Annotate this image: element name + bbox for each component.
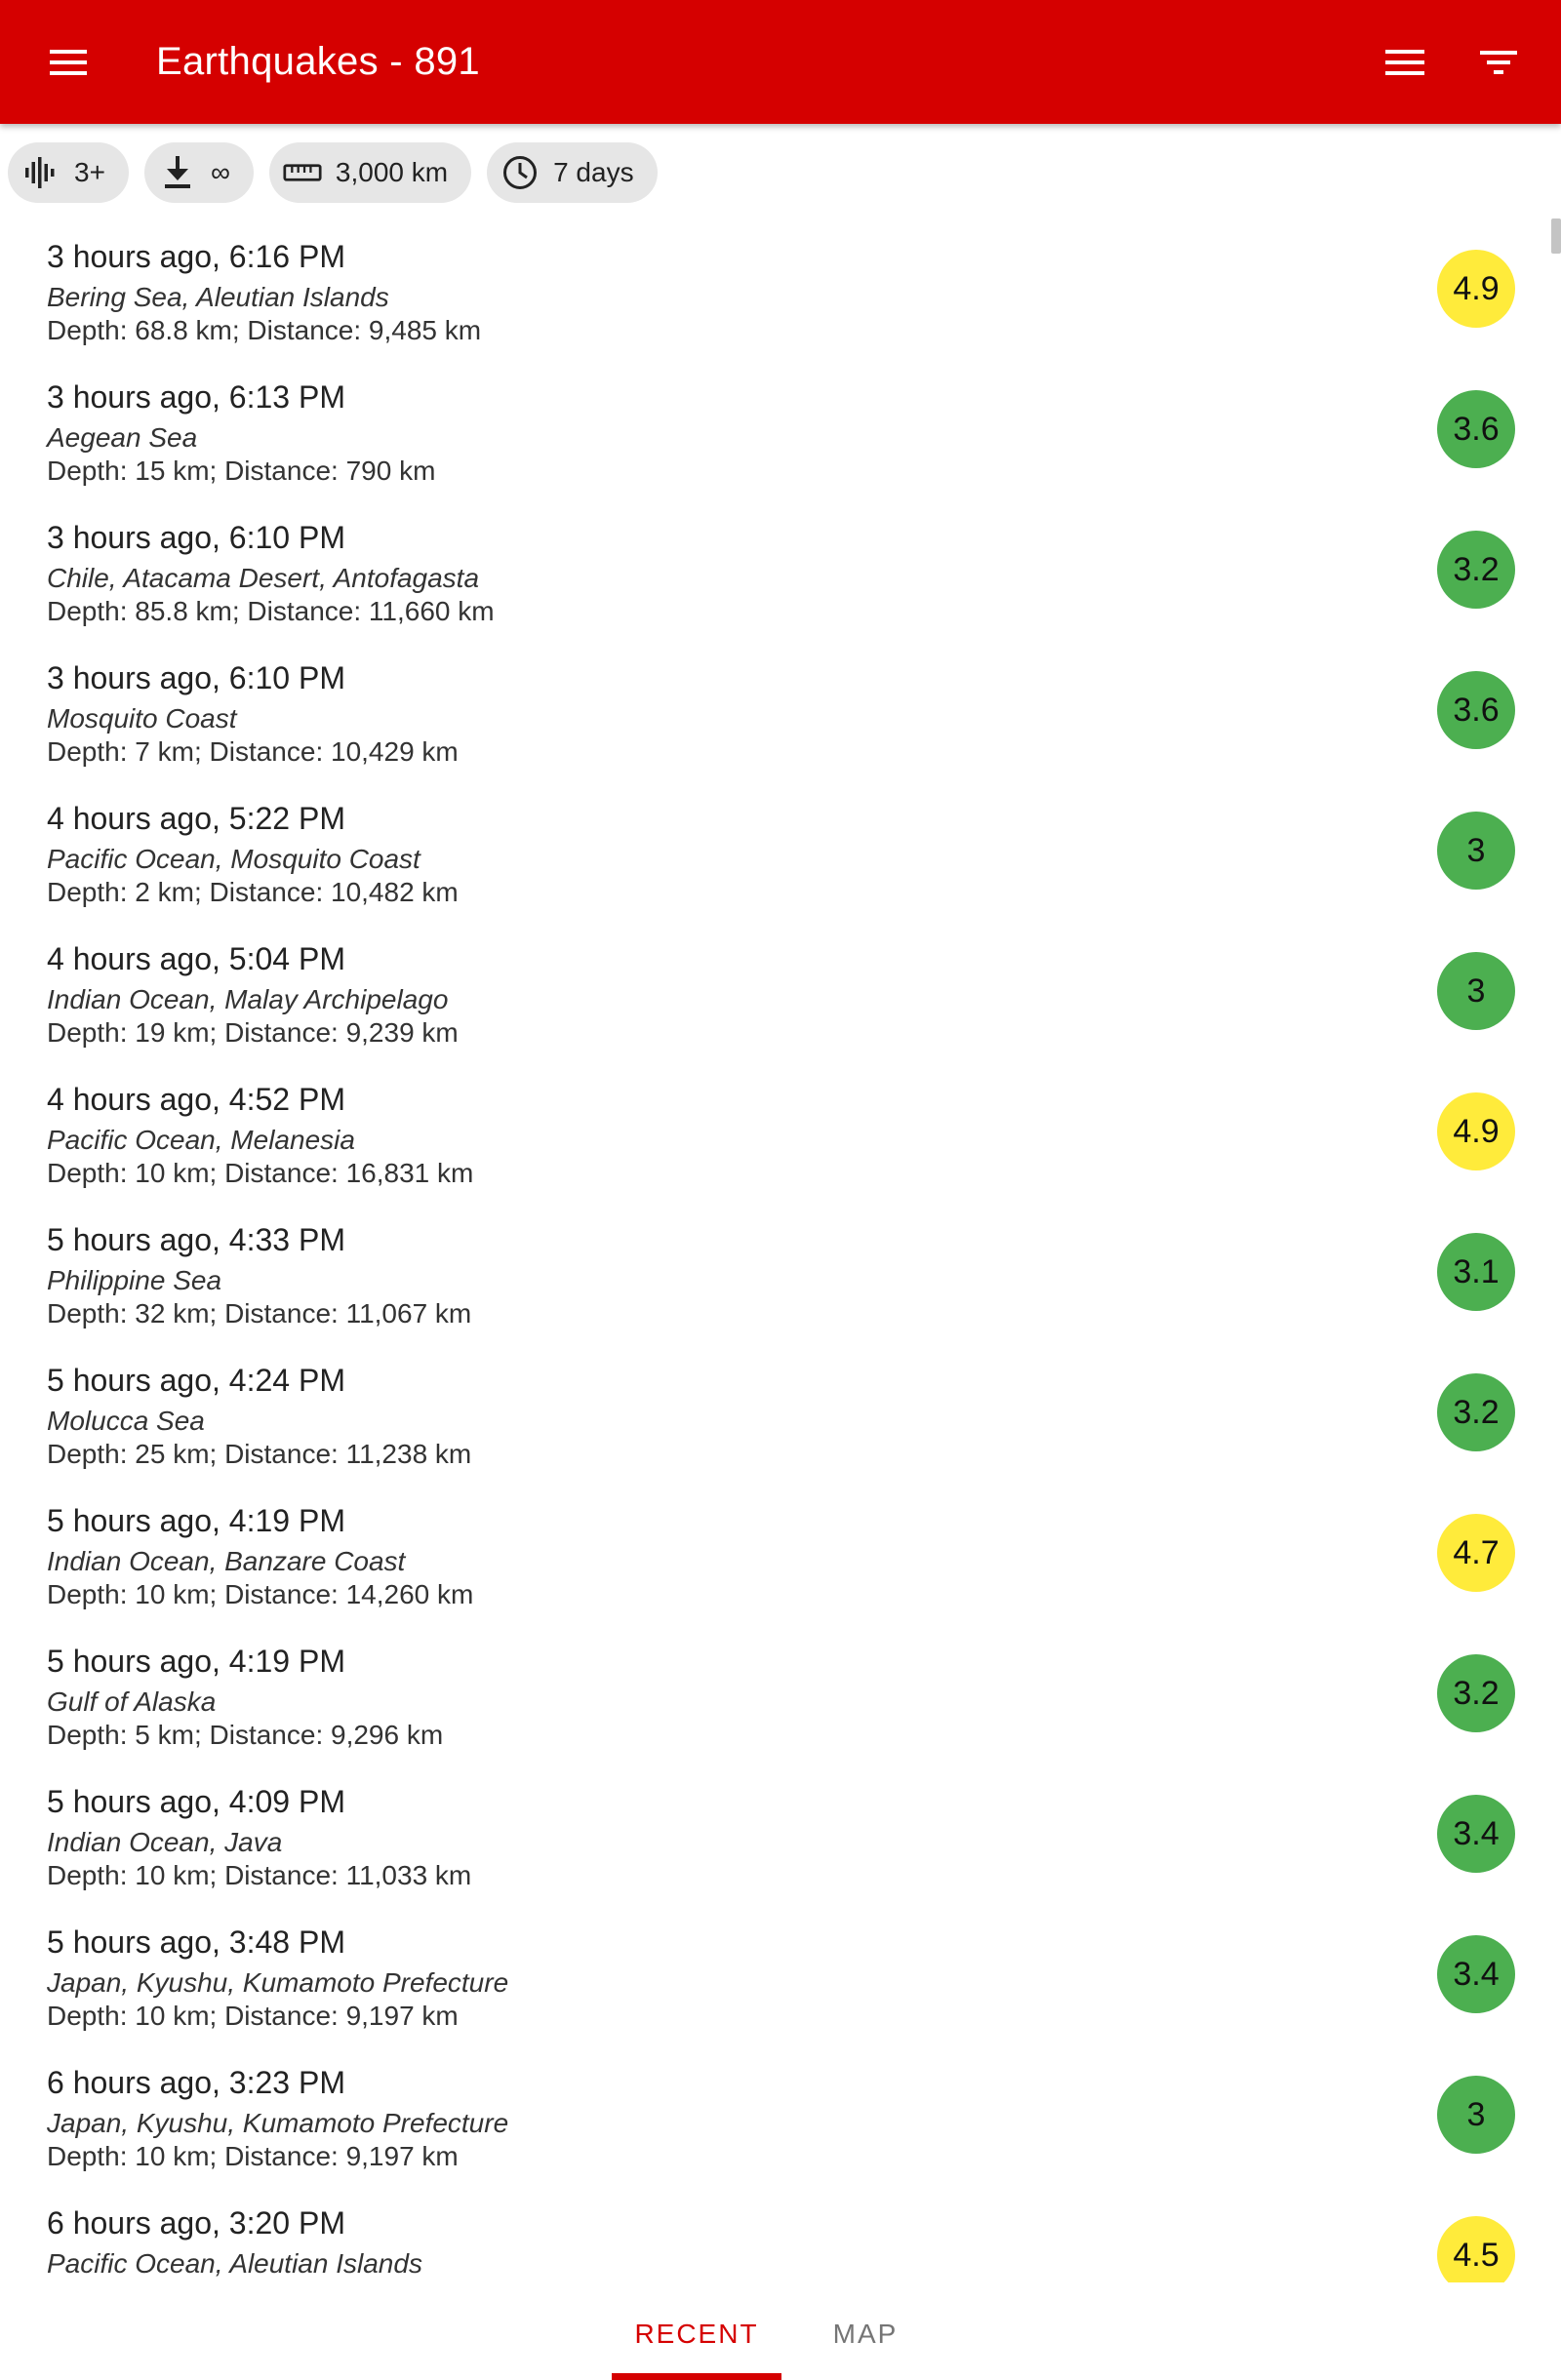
distance-chip[interactable] xyxy=(269,142,471,203)
earthquake-time: 3 hours ago, 6:13 PM xyxy=(47,379,345,415)
earthquake-place: Japan, Kyushu, Kumamoto Prefecture xyxy=(47,2108,509,2138)
earthquake-time: 3 hours ago, 6:10 PM xyxy=(47,660,345,695)
earthquake-row[interactable] xyxy=(0,1203,1561,1343)
earthquake-time: 5 hours ago, 4:33 PM xyxy=(47,1222,345,1257)
earthquake-place: Aegean Sea xyxy=(47,422,198,453)
earthquake-place: Philippine Sea xyxy=(47,1265,222,1295)
earthquake-time: 5 hours ago, 3:48 PM xyxy=(47,1924,345,1960)
earthquake-time: 5 hours ago, 4:19 PM xyxy=(47,1644,345,1679)
magnitude-chip-label: 3+ xyxy=(74,157,105,187)
earthquake-time: 4 hours ago, 5:04 PM xyxy=(47,941,345,976)
magnitude-badge: 3 xyxy=(1437,2076,1515,2154)
earthquake-details: Depth: 10 km; Distance: 9,197 km xyxy=(47,2001,459,2031)
earthquake-place: Molucca Sea xyxy=(47,1406,205,1436)
earthquake-row[interactable] xyxy=(0,500,1561,641)
tab-indicator xyxy=(612,2373,781,2380)
earthquake-details: Depth: 5 km; Distance: 9,296 km xyxy=(47,1720,444,1750)
scrollbar[interactable] xyxy=(1551,218,1561,254)
magnitude-badge: 3.2 xyxy=(1437,531,1515,609)
earthquake-place: Indian Ocean, Java xyxy=(47,1827,283,1857)
earthquake-details: Depth: 10 km; Distance: 11,033 km xyxy=(47,1860,472,1890)
clock-icon xyxy=(500,153,540,192)
magnitude-badge: 3 xyxy=(1437,952,1515,1030)
ruler-icon xyxy=(283,153,322,192)
earthquake-details: Depth: 19 km; Distance: 9,239 km xyxy=(47,1017,459,1048)
earthquake-place: Pacific Ocean, Melanesia xyxy=(47,1125,355,1155)
earthquake-place: Mosquito Coast xyxy=(47,703,237,734)
period-chip[interactable] xyxy=(487,142,658,203)
earthquake-row[interactable] xyxy=(0,1484,1561,1624)
earthquake-list[interactable] xyxy=(0,219,1561,2282)
magnitude-badge: 3.6 xyxy=(1437,390,1515,468)
magnitude-badge: 3.1 xyxy=(1437,1233,1515,1311)
earthquake-details: Depth: 85.8 km; Distance: 11,660 km xyxy=(47,596,495,626)
earthquake-row[interactable] xyxy=(0,641,1561,781)
earthquake-place: Indian Ocean, Banzare Coast xyxy=(47,1546,406,1576)
earthquake-row[interactable] xyxy=(0,360,1561,500)
earthquake-place: Pacific Ocean, Aleutian Islands xyxy=(47,2248,422,2279)
earthquake-details: Depth: 68.8 km; Distance: 9,485 km xyxy=(47,315,482,345)
earthquake-place: Japan, Kyushu, Kumamoto Prefecture xyxy=(47,1967,509,1998)
magnitude-badge: 3.6 xyxy=(1437,671,1515,749)
distance-chip-label: 3,000 km xyxy=(335,157,449,187)
earthquake-place: Gulf of Alaska xyxy=(47,1686,217,1717)
page-title: Earthquakes - 891 xyxy=(156,40,480,83)
earthquake-row[interactable] xyxy=(0,1624,1561,1765)
earthquake-time: 6 hours ago, 3:20 PM xyxy=(47,2205,345,2241)
download-icon xyxy=(158,153,197,192)
waveform-icon xyxy=(21,153,60,192)
earthquake-row[interactable] xyxy=(0,2045,1561,2186)
earthquake-details: Depth: 10 km; Distance: 14,260 km xyxy=(47,1579,474,1609)
download-chip[interactable] xyxy=(144,142,254,203)
magnitude-badge: 4.9 xyxy=(1437,250,1515,328)
earthquake-row[interactable] xyxy=(0,219,1561,360)
magnitude-badge: 3.2 xyxy=(1437,1373,1515,1451)
earthquake-place: Pacific Ocean, Mosquito Coast xyxy=(47,844,420,874)
earthquake-time: 5 hours ago, 4:09 PM xyxy=(47,1784,345,1819)
list-view-icon[interactable] xyxy=(1378,35,1432,90)
earthquake-time: 3 hours ago, 6:16 PM xyxy=(47,239,345,274)
earthquake-time: 4 hours ago, 5:22 PM xyxy=(47,801,345,836)
earthquake-row[interactable] xyxy=(0,2186,1561,2282)
bottom-tabs xyxy=(0,2287,1561,2380)
earthquake-row[interactable] xyxy=(0,1905,1561,2045)
earthquake-row[interactable] xyxy=(0,781,1561,922)
earthquake-row[interactable] xyxy=(0,1765,1561,1905)
earthquake-place: Chile, Atacama Desert, Antofagasta xyxy=(47,563,480,593)
magnitude-badge: 4.5 xyxy=(1437,2216,1515,2282)
earthquake-details: Depth: 25 km; Distance: 11,238 km xyxy=(47,1439,472,1469)
earthquake-time: 3 hours ago, 6:10 PM xyxy=(47,520,345,555)
magnitude-badge: 3.4 xyxy=(1437,1935,1515,2013)
magnitude-badge: 3.4 xyxy=(1437,1795,1515,1873)
earthquake-details: Depth: 7 km; Distance: 10,429 km xyxy=(47,736,459,767)
app-bar xyxy=(0,0,1561,124)
download-chip-label: ∞ xyxy=(210,157,230,187)
magnitude-badge: 3.2 xyxy=(1437,1654,1515,1732)
earthquake-time: 5 hours ago, 4:24 PM xyxy=(47,1363,345,1398)
filter-icon[interactable] xyxy=(1471,35,1526,90)
earthquake-time: 5 hours ago, 4:19 PM xyxy=(47,1503,345,1538)
earthquake-row[interactable] xyxy=(0,1062,1561,1203)
earthquake-details: Depth: 2 km; Distance: 10,482 km xyxy=(47,877,459,907)
earthquake-time: 6 hours ago, 3:23 PM xyxy=(47,2065,345,2100)
period-chip-label: 7 days xyxy=(553,157,634,187)
magnitude-chip[interactable] xyxy=(8,142,129,203)
tab-recent[interactable]: RECENT xyxy=(634,2319,759,2349)
earthquake-place: Indian Ocean, Malay Archipelago xyxy=(47,984,449,1014)
tab-map[interactable]: MAP xyxy=(832,2319,899,2349)
earthquake-details: Depth: 10 km; Distance: 16,831 km xyxy=(47,1158,474,1188)
earthquake-details: Depth: 10 km; Distance: 9,197 km xyxy=(47,2141,459,2171)
earthquake-row[interactable] xyxy=(0,1343,1561,1484)
filter-chips xyxy=(8,142,658,203)
magnitude-badge: 4.7 xyxy=(1437,1514,1515,1592)
earthquake-row[interactable] xyxy=(0,922,1561,1062)
earthquake-place: Bering Sea, Aleutian Islands xyxy=(47,282,389,312)
menu-icon[interactable] xyxy=(41,35,96,90)
magnitude-badge: 3 xyxy=(1437,812,1515,890)
earthquake-details: Depth: 32 km; Distance: 11,067 km xyxy=(47,1298,472,1329)
earthquake-details: Depth: 15 km; Distance: 790 km xyxy=(47,456,436,486)
magnitude-badge: 4.9 xyxy=(1437,1092,1515,1170)
earthquake-time: 4 hours ago, 4:52 PM xyxy=(47,1082,345,1117)
